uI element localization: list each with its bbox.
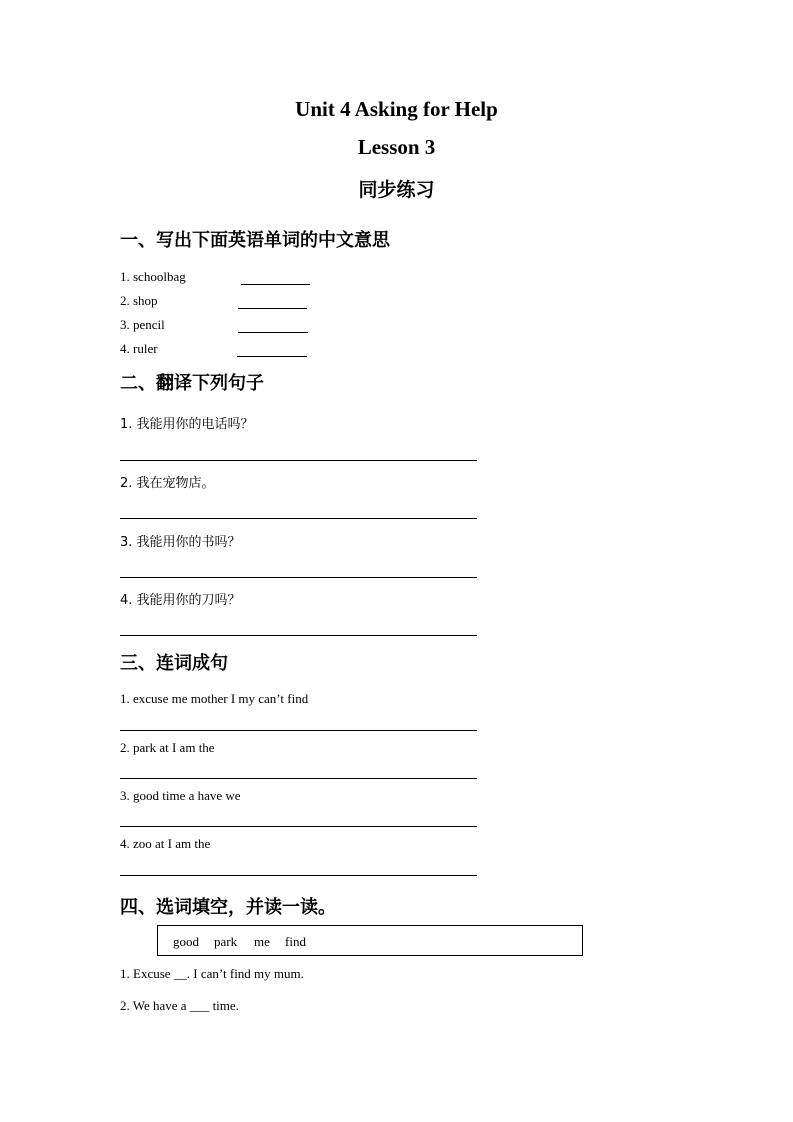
answer-blank[interactable] bbox=[238, 308, 307, 309]
vocab-item: 4. ruler bbox=[120, 341, 158, 356]
sentence-item: 4. zoo at I am the bbox=[120, 836, 211, 851]
fill-blank-item: 2. We have a ___ time. bbox=[120, 998, 239, 1013]
word-bank-word: find bbox=[285, 934, 306, 949]
answer-line[interactable] bbox=[120, 577, 477, 578]
answer-line[interactable] bbox=[120, 826, 477, 827]
word-bank-word: me bbox=[254, 934, 270, 949]
sentence-item: 2. park at I am the bbox=[120, 740, 215, 755]
answer-blank[interactable] bbox=[238, 332, 308, 333]
translate-item: 4. 我能用你的刀吗？ bbox=[120, 593, 241, 608]
vocab-item: 3. pencil bbox=[120, 317, 165, 332]
section-3-heading: 三、连词成句 bbox=[120, 653, 228, 674]
word-bank-word: good bbox=[173, 934, 199, 949]
answer-line[interactable] bbox=[120, 518, 477, 519]
section-1-heading: 一、写出下面英语单词的中文意思 bbox=[120, 230, 390, 251]
section-2-heading: 二、翻译下列句子 bbox=[120, 373, 264, 394]
translate-item: 2. 我在宠物店。 bbox=[120, 476, 215, 491]
sentence-item: 1. excuse me mother I my can’t find bbox=[120, 691, 309, 706]
word-bank-word: park bbox=[214, 934, 238, 949]
answer-line[interactable] bbox=[120, 460, 477, 461]
vocab-item: 1. schoolbag bbox=[120, 269, 186, 284]
page-subtitle: 同步练习 bbox=[358, 179, 435, 201]
answer-line[interactable] bbox=[120, 778, 477, 779]
sentence-item: 3. good time a have we bbox=[120, 788, 241, 803]
answer-line[interactable] bbox=[120, 635, 477, 636]
answer-line[interactable] bbox=[120, 875, 477, 876]
translate-item: 3. 我能用你的书吗？ bbox=[120, 535, 241, 550]
lesson-title: Lesson 3 bbox=[357, 135, 436, 159]
page-title: Unit 4 Asking for Help bbox=[295, 97, 498, 121]
section-4-heading: 四、选词填空，并读一读。 bbox=[120, 897, 336, 918]
answer-line[interactable] bbox=[120, 730, 477, 731]
vocab-item: 2. shop bbox=[120, 293, 158, 308]
word-bank-box bbox=[157, 925, 583, 956]
fill-blank-item: 1. Excuse __. I can’t find my mum. bbox=[120, 966, 304, 981]
answer-blank[interactable] bbox=[241, 284, 310, 285]
answer-blank[interactable] bbox=[237, 356, 307, 357]
translate-item: 1. 我能用你的电话吗？ bbox=[120, 417, 254, 432]
